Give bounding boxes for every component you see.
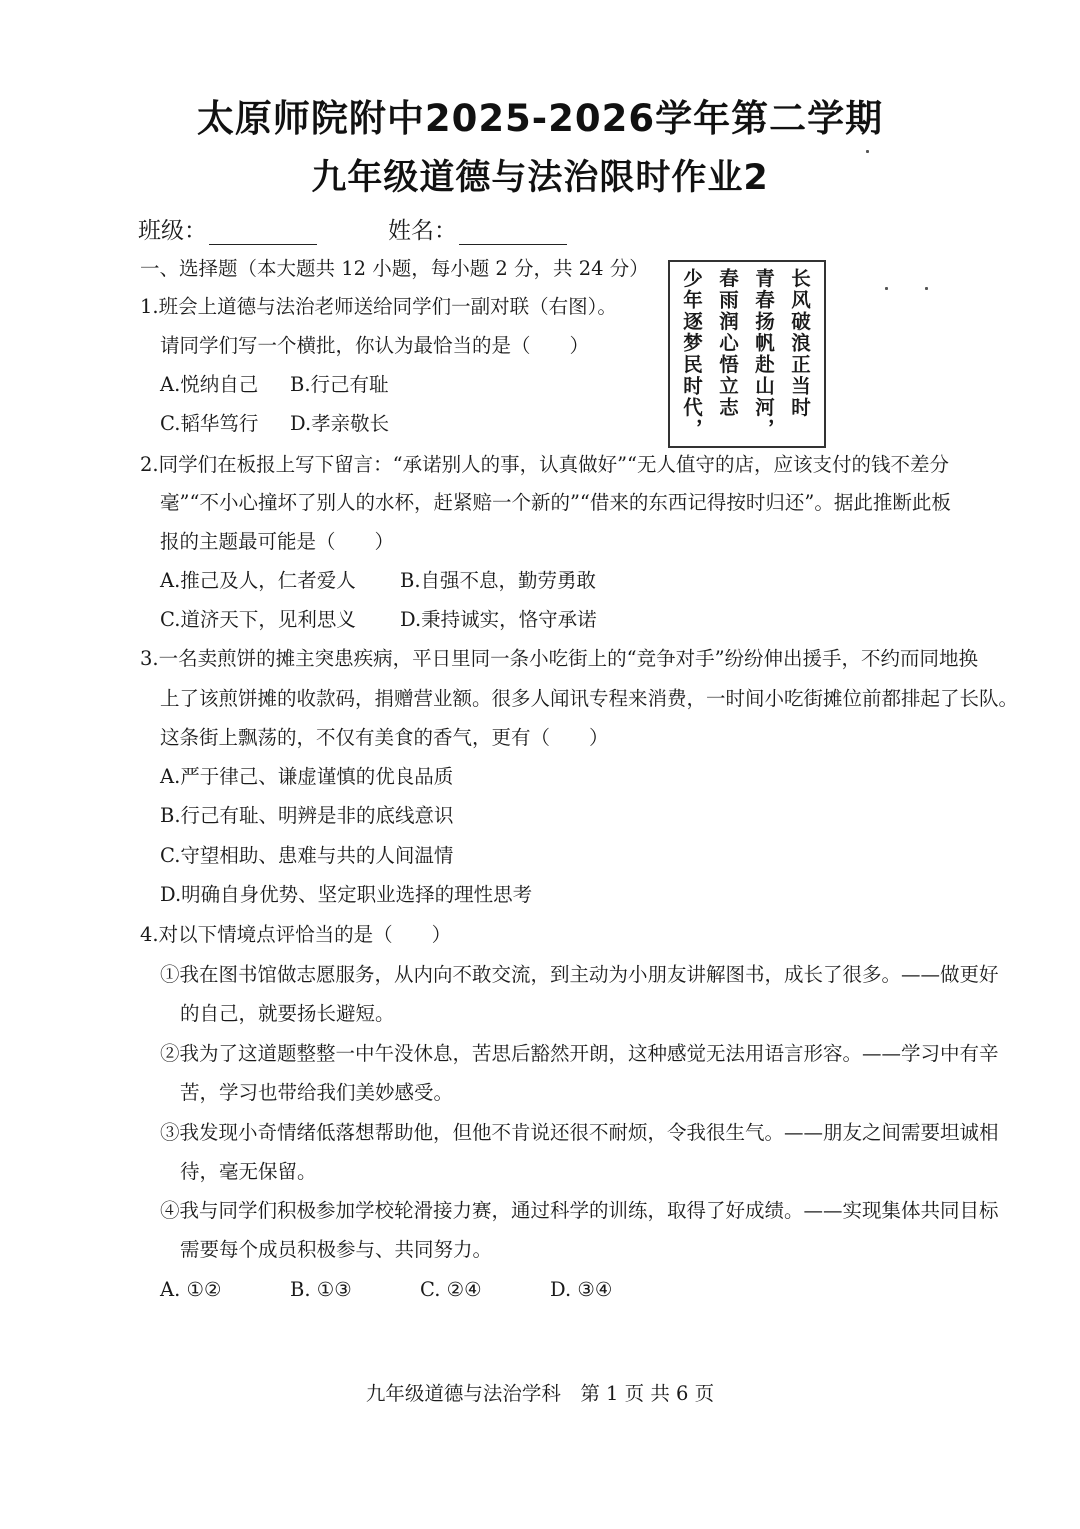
question-3-option-b: B.行己有耻、明辨是非的底线意识 (160, 804, 454, 827)
question-1-stem: 请同学们写一个横批，你认为最恰当的是（ ） (160, 334, 590, 357)
question-2-option-d: D.秉持诚实，恪守承诺 (400, 608, 597, 631)
section-heading: 一、选择题（本大题共 12 小题，每小题 2 分，共 24 分） (140, 257, 649, 280)
couplet-column: 少年逐梦民时代， (680, 268, 703, 440)
name-blank (459, 220, 567, 245)
class-blank (209, 220, 317, 245)
question-3-stem: 这条街上飘荡的，不仅有美食的香气，更有（ ） (160, 726, 609, 749)
question-4-option-a: A. ①② (160, 1278, 222, 1301)
question-3-option-d: D.明确自身优势、坚定职业选择的理性思考 (160, 883, 533, 906)
question-4-statement: ④我与同学们积极参加学校轮滑接力赛，通过科学的训练，取得了好成绩。——实现集体共同目标 (160, 1199, 999, 1222)
scan-speck (885, 287, 888, 290)
question-4-statement: 待，毫无保留。 (180, 1160, 317, 1183)
scan-speck (866, 150, 869, 153)
couplet-column: 春雨润心悟立志 (716, 268, 739, 419)
question-4-statement: ②我为了这道题整整一中午没休息，苦思后豁然开朗，这种感觉无法用语言形容。——学习中有辛 (160, 1042, 999, 1065)
question-2-stem: 毫”“不小心撞坏了别人的水杯，赶紧赔一个新的”“借来的东西记得按时归还”。据此推断此板 (160, 491, 951, 514)
page-footer: 九年级道德与法治学科 第 1 页 共 6 页 (365, 1382, 715, 1405)
question-2-option-b: B.自强不息，勤劳勇敢 (400, 569, 597, 592)
class-label: 班级： (138, 218, 207, 244)
question-1-option-b: B.行己有耻 (290, 373, 389, 396)
question-4-statement: 的自己，就要扬长避短。 (180, 1002, 395, 1025)
question-4-option-d: D. ③④ (550, 1278, 613, 1301)
question-3-option-c: C.守望相助、患难与共的人间温情 (160, 844, 454, 867)
question-1-stem: 1.班会上道德与法治老师送给同学们一副对联（右图）。 (140, 295, 617, 318)
question-3-stem: 上了该煎饼摊的收款码，捐赠营业额。很多人闻讯专程来消费，一时间小吃街摊位前都排起了长队。 (160, 687, 1019, 710)
exam-title-line1: 太原师院附中2025-2026学年第二学期 (196, 97, 884, 140)
question-4-statement: ③我发现小奇情绪低落想帮助他，但他不肯说还很不耐烦，令我很生气。——朋友之间需要坦诚相 (160, 1121, 999, 1144)
question-1-option-c: C.韬华笃行 (160, 412, 259, 435)
question-4-option-b: B. ①③ (290, 1278, 352, 1301)
question-2-stem: 报的主题最可能是（ ） (160, 530, 395, 553)
class-field (138, 212, 317, 245)
question-4-option-c: C. ②④ (420, 1278, 482, 1301)
question-1-option-d: D.孝亲敬长 (290, 412, 390, 435)
question-4-statement: 需要每个成员积极参与、共同努力。 (180, 1238, 493, 1261)
question-3-option-a: A.严于律己、谦虚谨慎的优良品质 (160, 765, 454, 788)
question-4-statement: ①我在图书馆做志愿服务，从内向不敢交流，到主动为小朋友讲解图书，成长了很多。——做更好 (160, 963, 999, 986)
question-4-stem: 4.对以下情境点评恰当的是（ ） (140, 923, 452, 946)
question-2-option-c: C.道济天下，见利思义 (160, 608, 356, 631)
question-3-stem: 3.一名卖煎饼的摊主突患疾病，平日里同一条小吃街上的“竞争对手”纷纷伸出援手，不约而同地换 (140, 647, 979, 670)
question-2-option-a: A.推己及人，仁者爱人 (160, 569, 356, 592)
couplet-column: 长风破浪正当时 (788, 268, 811, 419)
couplet-figure (668, 260, 826, 448)
couplet-column: 青春扬帆赴山河， (752, 268, 775, 440)
name-label: 姓名： (388, 218, 457, 244)
question-1-option-a: A.悦纳自己 (160, 373, 259, 396)
exam-title-line2: 九年级道德与法治限时作业2 (311, 158, 769, 198)
name-field (388, 212, 567, 245)
question-2-stem: 2.同学们在板报上写下留言：“承诺别人的事，认真做好”“无人值守的店，应该支付的钱不差分 (140, 453, 950, 476)
scan-speck (925, 287, 928, 290)
question-4-statement: 苦，学习也带给我们美妙感受。 (180, 1081, 454, 1104)
